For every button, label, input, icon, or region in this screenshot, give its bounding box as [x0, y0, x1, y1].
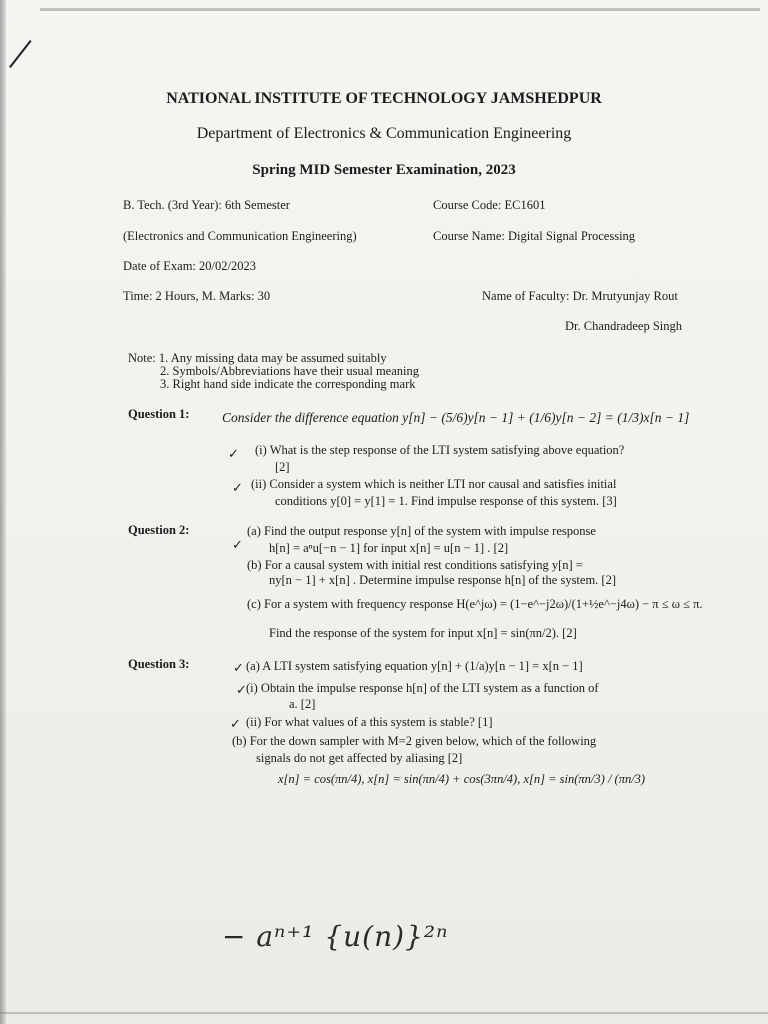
btech-line: B. Tech. (3rd Year): 6th Semester: [123, 198, 290, 212]
note-3: 3. Right hand side indicate the corresponding mark: [160, 377, 416, 391]
q1-part-ii: (ii) Consider a system which is neither LTI nor causal and satisfies initial: [251, 477, 617, 491]
branch-line: (Electronics and Communication Engineering): [123, 229, 357, 243]
q3-part-b: (b) For the down sampler with M=2 given below, which of the following: [232, 734, 597, 748]
q1-part-i: (i) What is the step response of the LTI system satisfying above equation?: [255, 443, 625, 457]
check-icon: ✓: [230, 716, 241, 731]
q2-part-c: (c) For a system with frequency response H(e^jω) = (1−e^−j2ω)/(1+½e^−j4ω) − π ≤ ω ≤ π.: [247, 597, 703, 611]
question-2-label: Question 2:: [128, 523, 190, 537]
q3-part-a: (a) A LTI system satisfying equation y[n] + (1/a)y[n − 1] = x[n − 1]: [246, 659, 583, 673]
q2-part-c-cont: Find the response of the system for input x[n] = sin(πn/2). [2]: [269, 626, 577, 640]
q3-part-a-ii: (ii) For what values of a this system is stable? [1]: [246, 715, 493, 729]
q2-part-b-cont: ny[n − 1] + x[n] . Determine impulse response h[n] of the system. [2]: [269, 573, 617, 587]
check-icon: ✓: [232, 480, 243, 495]
handwritten-note: − aⁿ⁺¹ {u(n)}²ⁿ: [222, 920, 449, 953]
question-3-label: Question 3:: [128, 657, 190, 671]
check-icon: ✓: [232, 537, 243, 552]
course-name: Course Name: Digital Signal Processing: [433, 229, 636, 243]
faculty-2: Dr. Chandradeep Singh: [565, 319, 682, 333]
q1-part-ii-cont: conditions y[0] = y[1] = 1. Find impulse response of this system. [3]: [275, 494, 617, 508]
department-title: Department of Electronics & Communication Engineering: [196, 125, 572, 142]
pen-stroke-mark: [9, 40, 32, 68]
q3-part-a-i-cont: a. [2]: [289, 697, 316, 711]
note-1: Note: 1. Any missing data may be assumed suitably: [128, 351, 387, 365]
check-icon: ✓: [228, 446, 239, 461]
q2-part-b: (b) For a causal system with initial rest conditions satisfying y[n] =: [247, 558, 583, 572]
question-1-stem: Consider the difference equation y[n] − (5/6)y[n − 1] + (1/6)y[n − 2] = (1/3)x[n − 1]: [222, 410, 690, 425]
scan-edge-bottom: [0, 1012, 768, 1014]
q2-part-a: (a) Find the output response y[n] of the system with impulse response: [247, 524, 596, 538]
check-icon: ✓: [233, 660, 244, 675]
institute-title: NATIONAL INSTITUTE OF TECHNOLOGY JAMSHEDPUR: [166, 90, 602, 107]
note-2: 2. Symbols/Abbreviations have their usual meaning: [160, 364, 419, 378]
course-code: Course Code: EC1601: [433, 198, 546, 212]
scan-edge-left: [0, 0, 6, 1024]
q1-part-i-mark: [2]: [275, 460, 290, 474]
q3-part-b-cont: signals do not get affected by aliasing [2]: [256, 751, 463, 765]
faculty-1: Name of Faculty: Dr. Mrutyunjay Rout: [482, 289, 678, 303]
check-icon: ✓: [236, 682, 247, 697]
q2-part-a-cont: h[n] = aⁿu[−n − 1] for input x[n] = u[n − 1] . [2]: [269, 541, 509, 555]
question-1-label: Question 1:: [128, 407, 190, 421]
exam-title: Spring MID Semester Examination, 2023: [252, 162, 516, 178]
time-marks: Time: 2 Hours, M. Marks: 30: [123, 289, 271, 303]
scan-edge-top: [40, 8, 760, 11]
exam-date: Date of Exam: 20/02/2023: [123, 259, 256, 273]
q3-part-a-i: (i) Obtain the impulse response h[n] of the LTI system as a function of: [246, 681, 599, 695]
q3-signals: x[n] = cos(πn/4), x[n] = sin(πn/4) + cos(3πn/4), x[n] = sin(πn/3) / (πn/3): [278, 772, 646, 786]
